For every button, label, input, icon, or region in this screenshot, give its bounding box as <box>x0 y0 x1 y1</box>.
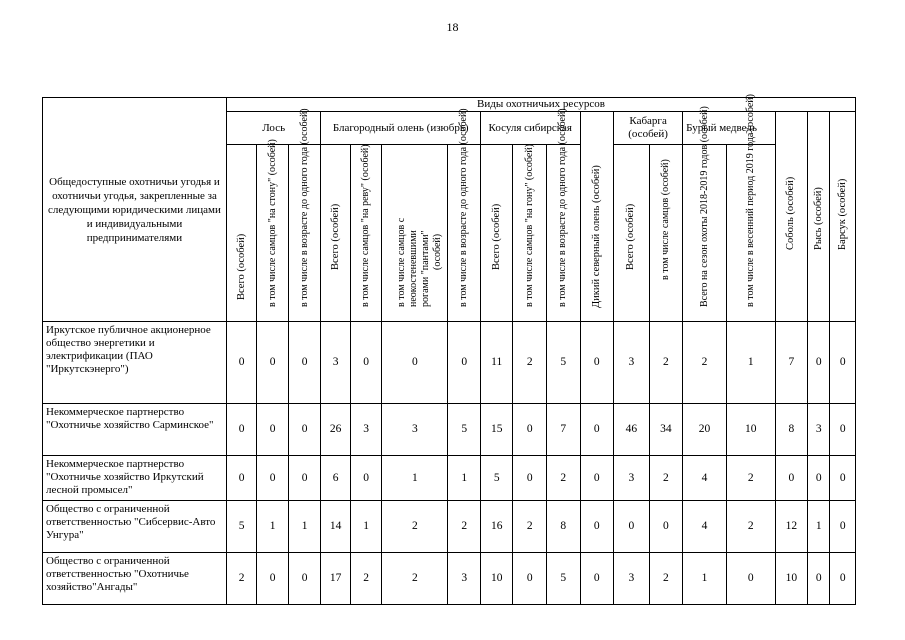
cell-value: 46 <box>614 404 650 456</box>
cell-value: 2 <box>382 553 448 605</box>
header-kab-total: Всего (особей) <box>614 145 650 322</box>
cell-value: 0 <box>257 456 289 501</box>
cell-value: 3 <box>614 322 650 404</box>
cell-value: 4 <box>683 456 727 501</box>
table-body <box>43 322 856 605</box>
cell-value: 0 <box>580 553 614 605</box>
table-row <box>43 553 856 605</box>
cell-value: 0 <box>448 322 481 404</box>
cell-value: 10 <box>480 553 513 605</box>
cell-value: 5 <box>448 404 481 456</box>
table-row <box>43 456 856 501</box>
header-bl-males: в том числе самцов "на реву" (особей) <box>350 145 382 322</box>
table-row <box>43 404 856 456</box>
cell-value: 4 <box>683 501 727 553</box>
cell-value: 0 <box>808 456 830 501</box>
cell-value: 0 <box>257 404 289 456</box>
header-med-season: Всего на сезон охоты 2018-2019 годов (особей) <box>683 145 727 322</box>
cell-value: 1 <box>726 322 775 404</box>
cell-value: 0 <box>257 553 289 605</box>
cell-value: 0 <box>726 553 775 605</box>
row-org-name: Иркутское публичное акционерное общество энергетики и электрификации (ПАО "Иркутскэнерго") <box>43 322 227 404</box>
cell-value: 0 <box>513 553 547 605</box>
cell-value: 6 <box>321 456 350 501</box>
header-kab-males: в том числе самцов (особей) <box>649 145 683 322</box>
table-row <box>43 501 856 553</box>
cell-value: 1 <box>257 501 289 553</box>
cell-value: 3 <box>614 553 650 605</box>
cell-value: 20 <box>683 404 727 456</box>
cell-value: 0 <box>288 553 321 605</box>
cell-value: 8 <box>547 501 581 553</box>
cell-value: 5 <box>547 322 581 404</box>
row-org-name: Некоммерческое партнерство "Охотничье хозяйство Иркутский лесной промысел" <box>43 456 227 501</box>
cell-value: 0 <box>226 322 256 404</box>
cell-value: 2 <box>649 456 683 501</box>
hunting-resources-table <box>42 94 856 605</box>
cell-value: 0 <box>830 322 856 404</box>
cell-value: 0 <box>513 456 547 501</box>
cell-value: 0 <box>580 404 614 456</box>
cell-value: 7 <box>547 404 581 456</box>
cell-value: 3 <box>448 553 481 605</box>
cell-value: 1 <box>683 553 727 605</box>
cell-value: 0 <box>830 404 856 456</box>
header-bl-antlers: в том числе самцов с неокостеневшими рогами "пантами" (особей) <box>382 145 448 322</box>
cell-value: 0 <box>580 501 614 553</box>
header-med-spring: в том числе в весенний период 2019 года (особей) <box>726 145 775 322</box>
cell-value: 10 <box>726 404 775 456</box>
cell-value: 2 <box>649 553 683 605</box>
header-bl-total: Всего (особей) <box>321 145 350 322</box>
header-ko-total: Всего (особей) <box>480 145 513 322</box>
cell-value: 0 <box>513 404 547 456</box>
cell-value: 0 <box>382 322 448 404</box>
header-ko-males: в том числе самцов "на гону" (особей) <box>513 145 547 322</box>
header-rys: Рысь (особей) <box>808 112 830 322</box>
cell-value: 17 <box>321 553 350 605</box>
page-number: 18 <box>446 20 459 34</box>
cell-value: 7 <box>775 322 808 404</box>
header-bl-young: в том числе в возрасте до одного года (особей) <box>448 145 481 322</box>
group-los: Лось <box>226 112 321 145</box>
header-reindeer: Дикий северный олень (особей) <box>580 112 614 322</box>
cell-value: 0 <box>288 322 321 404</box>
cell-value: 0 <box>614 501 650 553</box>
cell-value: 1 <box>350 501 382 553</box>
cell-value: 26 <box>321 404 350 456</box>
cell-value: 16 <box>480 501 513 553</box>
org-column-header: Общедоступные охотничьи угодья и охотничьи угодья, закрепленные за следующими юридическими лицами и индивидуальными предпринимателями <box>43 98 227 322</box>
header-sobol: Соболь (особей) <box>775 112 808 322</box>
cell-value: 3 <box>808 404 830 456</box>
table-row <box>43 322 856 404</box>
group-blagorodny: Благородный олень (изюбрь) <box>321 112 481 145</box>
resources-header: Виды охотничьих ресурсов <box>226 98 855 112</box>
row-org-name: Общество с ограниченной ответственностью "Охотничье хозяйство"Ангады" <box>43 553 227 605</box>
cell-value: 11 <box>480 322 513 404</box>
cell-value: 15 <box>480 404 513 456</box>
cell-value: 1 <box>808 501 830 553</box>
cell-value: 1 <box>448 456 481 501</box>
cell-value: 3 <box>321 322 350 404</box>
cell-value: 0 <box>808 322 830 404</box>
cell-value: 0 <box>350 322 382 404</box>
cell-value: 12 <box>775 501 808 553</box>
group-kabarga: Кабарга (особей) <box>614 112 683 145</box>
cell-value: 0 <box>649 501 683 553</box>
cell-value: 5 <box>226 501 256 553</box>
cell-value: 0 <box>808 553 830 605</box>
cell-value: 2 <box>350 553 382 605</box>
cell-value: 2 <box>547 456 581 501</box>
cell-value: 0 <box>226 456 256 501</box>
header-los-total: Всего (особей) <box>226 145 256 322</box>
cell-value: 34 <box>649 404 683 456</box>
cell-value: 0 <box>830 553 856 605</box>
cell-value: 0 <box>830 456 856 501</box>
cell-value: 2 <box>649 322 683 404</box>
cell-value: 0 <box>580 456 614 501</box>
cell-value: 0 <box>288 456 321 501</box>
cell-value: 10 <box>775 553 808 605</box>
row-org-name: Некоммерческое партнерство "Охотничье хозяйство Сарминское" <box>43 404 227 456</box>
cell-value: 0 <box>580 322 614 404</box>
header-los-males: в том числе самцов "на стону" (особей) <box>257 145 289 322</box>
cell-value: 0 <box>226 404 256 456</box>
group-kosulya: Косуля сибирская <box>480 112 580 145</box>
cell-value: 2 <box>726 456 775 501</box>
cell-value: 14 <box>321 501 350 553</box>
header-ko-young: в том числе в возрасте до одного года (особей) <box>547 145 581 322</box>
cell-value: 2 <box>513 501 547 553</box>
header-los-young: в том числе в возрасте до одного года (особей) <box>288 145 321 322</box>
group-medved: Бурый медведь <box>683 112 775 145</box>
cell-value: 3 <box>382 404 448 456</box>
cell-value: 2 <box>448 501 481 553</box>
cell-value: 3 <box>614 456 650 501</box>
cell-value: 0 <box>288 404 321 456</box>
cell-value: 1 <box>382 456 448 501</box>
cell-value: 0 <box>257 322 289 404</box>
cell-value: 0 <box>775 456 808 501</box>
cell-value: 2 <box>726 501 775 553</box>
cell-value: 0 <box>350 456 382 501</box>
cell-value: 3 <box>350 404 382 456</box>
cell-value: 2 <box>513 322 547 404</box>
cell-value: 8 <box>775 404 808 456</box>
cell-value: 2 <box>683 322 727 404</box>
cell-value: 5 <box>480 456 513 501</box>
cell-value: 2 <box>226 553 256 605</box>
row-org-name: Общество с ограниченной ответственностью "Сибсервис-Авто Унгура" <box>43 501 227 553</box>
cell-value: 2 <box>382 501 448 553</box>
cell-value: 5 <box>547 553 581 605</box>
header-barsuk: Барсук (особей) <box>830 112 856 322</box>
cell-value: 0 <box>830 501 856 553</box>
cell-value: 1 <box>288 501 321 553</box>
